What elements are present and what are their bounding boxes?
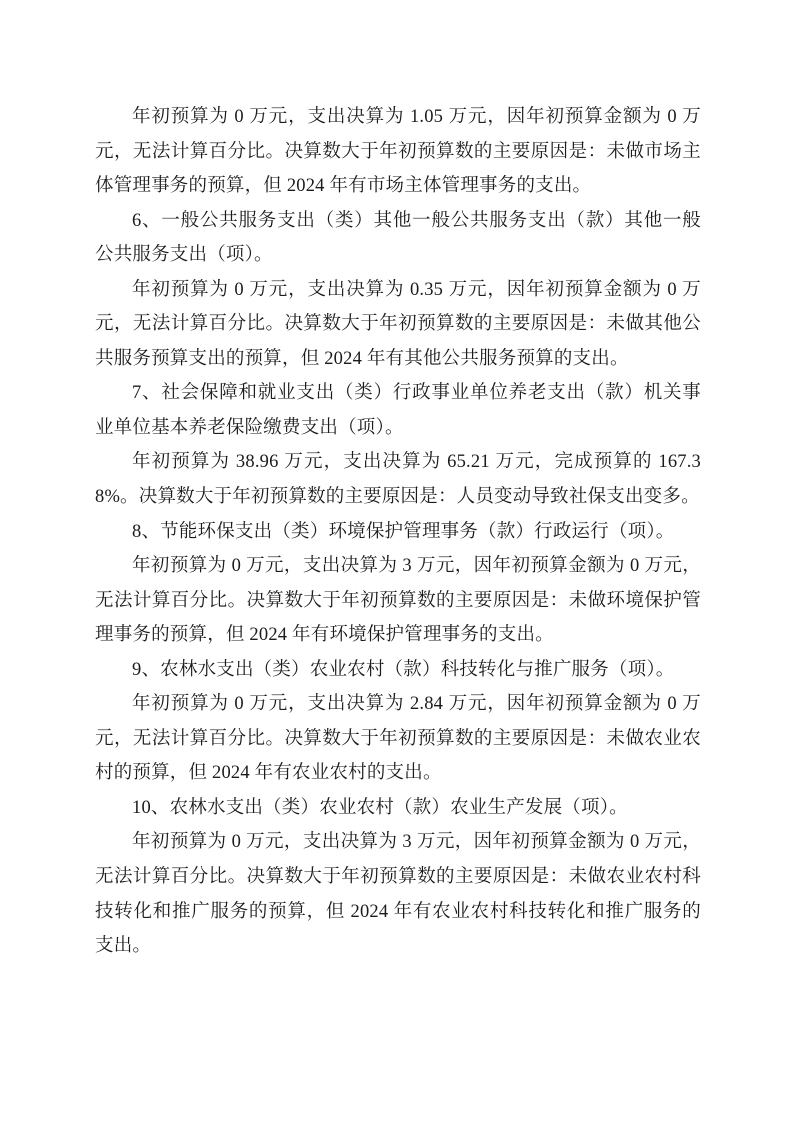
paragraph-budget-explanation: 年初预算为 0 万元，支出决算为 0.35 万元，因年初预算金额为 0 万元，无法计算百分比。决算数大于年初预算数的主要原因是：未做其他公共服务预算支出的预算，但 2024 年有其他公共服务预算的支出。 xyxy=(95,279,701,369)
paragraph-budget-explanation: 年初预算为 0 万元，支出决算为 2.84 万元，因年初预算金额为 0 万元，无法计算百分比。决算数大于年初预算数的主要原因是：未做农业农村的预算，但 2024 年有农业农村的支出。 xyxy=(95,694,701,784)
item-heading-7: 7、社会保障和就业支出（类）行政事业单位养老支出（款）机关事业单位基本养老保险缴费支出（项）。 xyxy=(95,383,701,438)
paragraph-budget-explanation: 年初预算为 0 万元，支出决算为 3 万元，因年初预算金额为 0 万元，无法计算百分比。决算数大于年初预算数的主要原因是：未做农业农村科技转化和推广服务的预算，但 2024 年有农业农村科技转化和推广服务的支出。 xyxy=(95,832,701,957)
paragraph-budget-explanation: 年初预算为 38.96 万元，支出决算为 65.21 万元，完成预算的 167.38%。决算数大于年初预算数的主要原因是：人员变动导致社保支出变多。 xyxy=(95,452,701,508)
item-heading-8: 8、节能环保支出（类）环境保护管理事务（款）行政运行（项）。 xyxy=(132,521,675,542)
document-body xyxy=(95,100,701,964)
paragraph-budget-explanation: 年初预算为 0 万元，支出决算为 1.05 万元，因年初预算金额为 0 万元，无法计算百分比。决算数大于年初预算数的主要原因是：未做市场主体管理事务的预算，但 2024 年有市场主体管理事务的支出。 xyxy=(95,107,701,197)
item-heading-9: 9、农林水支出（类）农业农村（款）科技转化与推广服务（项）。 xyxy=(132,659,675,680)
item-heading-10: 10、农林水支出（类）农业农村（款）农业生产发展（项）。 xyxy=(132,797,628,818)
item-heading-6: 6、一般公共服务支出（类）其他一般公共服务支出（款）其他一般公共服务支出（项）。 xyxy=(95,210,701,266)
paragraph-budget-explanation: 年初预算为 0 万元，支出决算为 3 万元，因年初预算金额为 0 万元，无法计算百分比。决算数大于年初预算数的主要原因是：未做环境保护管理事务的预算，但 2024 年有环境保护管理事务的支出。 xyxy=(95,556,701,646)
